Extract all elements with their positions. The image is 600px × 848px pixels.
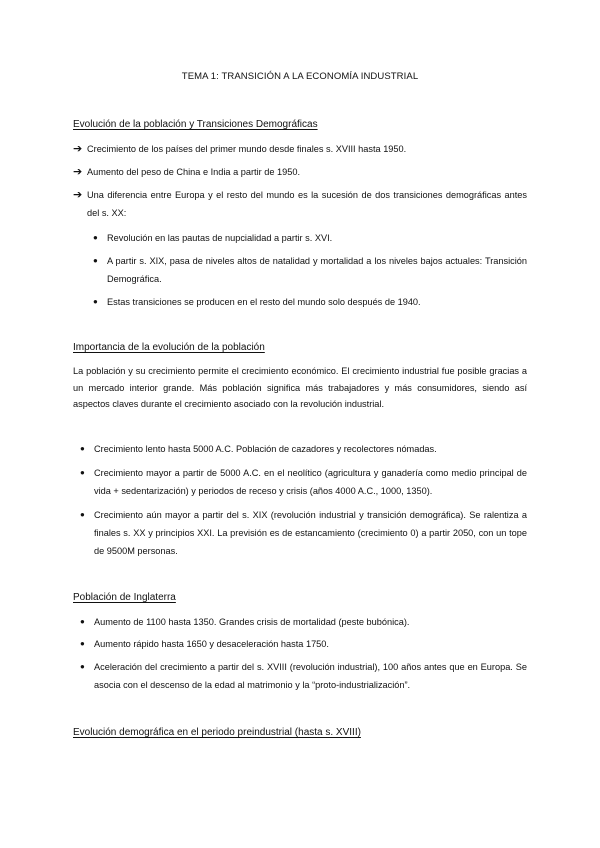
sub-list-item: ● Estas transiciones se producen en el resto del mundo solo después de 1940. xyxy=(107,293,527,311)
bullet-icon: ● xyxy=(93,297,98,306)
list-item: ● Crecimiento lento hasta 5000 A.C. Población de cazadores y recolectores nómadas. xyxy=(94,440,527,458)
section-heading-population-evolution: Evolución de la población y Transiciones Demográficas xyxy=(73,119,318,130)
list-item: ➔ Crecimiento de los países del primer mundo desde finales s. XVIII hasta 1950. xyxy=(87,140,527,158)
list-item: ● Aceleración del crecimiento a partir del s. XVIII (revolución industrial), 100 años antes que en Europa. Se asocia con el descenso de la edad al matrimonio y la “proto-industrialización”. xyxy=(94,658,527,694)
section-heading-population-importance: Importancia de la evolución de la población xyxy=(73,342,265,353)
list-item: ➔ Aumento del peso de China e India a partir de 1950. xyxy=(87,163,527,181)
arrow-icon: ➔ xyxy=(73,189,83,201)
paragraph: La población y su crecimiento permite el crecimiento económico. El crecimiento industrial fue posible gracias a un mercado interior grande. Más población significa más trabajadores y más consumidores, siendo así aspectos claves durante el crecimiento asociado con la revolución industrial. xyxy=(73,366,527,409)
list-item: ● Crecimiento mayor a partir de 5000 A.C. en el neolítico (agricultura y ganadería como medio principal de vida + sedentarización) y periodos de receso y crisis (años 4000 A.C., 1000, 1350). xyxy=(94,464,527,500)
bullet-icon: ● xyxy=(80,510,85,519)
list-item: ● Aumento de 1100 hasta 1350. Grandes crisis de mortalidad (peste bubónica). xyxy=(94,613,527,631)
section-heading-preindustrial: Evolución demográfica en el periodo preindustrial (hasta s. XVIII) xyxy=(73,727,361,738)
list-item: ➔ Una diferencia entre Europa y el resto del mundo es la sucesión de dos transiciones demográficas antes del s. XX: xyxy=(87,186,527,222)
bullet-icon: ● xyxy=(93,233,98,242)
sub-list-item: ● A partir s. XIX, pasa de niveles altos de natalidad y mortalidad a los niveles bajos actuales: Transición Demográfica. xyxy=(107,252,527,288)
bullet-icon: ● xyxy=(80,639,85,648)
bullet-icon: ● xyxy=(80,617,85,626)
document-title: TEMA 1: TRANSICIÓN A LA ECONOMÍA INDUSTRIAL xyxy=(181,71,419,82)
bullet-icon: ● xyxy=(93,256,98,265)
bullet-icon: ● xyxy=(80,468,85,477)
section-heading-england-population: Población de Inglaterra xyxy=(73,592,176,603)
list-item: ● Crecimiento aún mayor a partir del s. XIX (revolución industrial y transición demográfica). Se ralentiza a finales s. XX y principios XXI. La previsión es de estancamiento (crecimiento 0) a partir 2050, con un tope de 9500M personas. xyxy=(94,506,527,560)
arrow-icon: ➔ xyxy=(73,166,83,178)
bullet-icon: ● xyxy=(80,444,85,453)
list-item: ● Aumento rápido hasta 1650 y desaceleración hasta 1750. xyxy=(94,635,527,653)
sub-list-item: ● Revolución en las pautas de nupcialidad a partir s. XVI. xyxy=(107,229,527,247)
bullet-icon: ● xyxy=(80,662,85,671)
arrow-icon: ➔ xyxy=(73,143,83,155)
